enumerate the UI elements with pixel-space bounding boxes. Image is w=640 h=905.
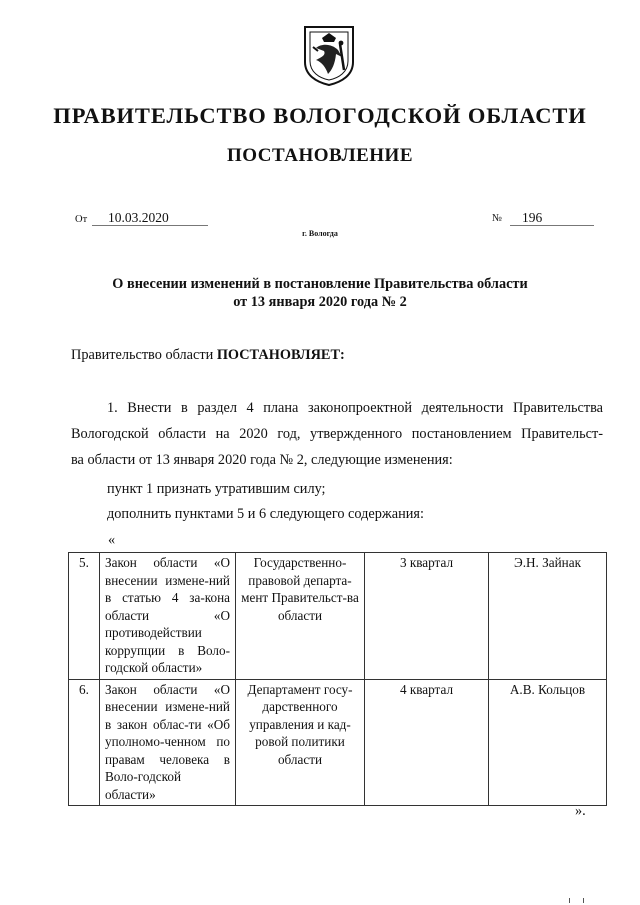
law-name: Закон области «О внесении измене-ний в статью 4 за-кона области «О противодействии коррупции в Воло-годской области» [100,553,236,680]
table-row [69,553,607,680]
row-number: 5. [69,553,100,680]
subject-line-1: О внесении изменений в постановление Правительства области [112,276,528,292]
plan-table [68,552,607,806]
table-row [69,679,607,806]
number-prefix: № [492,213,503,224]
paragraph-1-line-3: ва области от 13 января 2020 года № 2, следующие изменения: [71,452,453,468]
document-number: 196 [510,210,594,226]
document-type: ПОСТАНОВЛЕНИЕ [226,145,414,166]
paragraph-1 [71,395,603,473]
document-subject [0,275,640,311]
scan-mark [583,898,584,903]
coat-of-arms-icon [302,24,356,86]
decree-line [71,342,345,368]
quarter: 4 квартал [365,679,489,806]
item-a: пункт 1 признать утратившим силу; [107,481,326,497]
paragraph-1-line-1: 1. Внести в раздел 4 плана законопроектной деятельности Правительства [107,400,603,416]
city-label: г. Вологда [302,229,338,238]
department: Государственно-правовой департа-мент Правительст-ва области [236,553,365,680]
law-name: Закон области «О внесении измене-ний в закон облас-ти «Об уполномо-ченном по правам человека в Воло-годской области» [100,679,236,806]
subject-line-2: от 13 января 2020 года № 2 [233,294,407,310]
responsible-person: А.В. Кольцов [489,679,607,806]
close-quote: ». [575,803,586,819]
department: Департамент госу-дарственного управления и кад-ровой политики области [236,679,365,806]
open-quote: « [108,532,116,548]
decree-word: ПОСТАНОВЛЯЕТ: [216,347,345,363]
date-prefix: От [75,214,88,225]
paragraph-1-line-2: Вологодской области на 2020 год, утвержденного постановлением Правительст- [71,426,603,442]
quarter: 3 квартал [365,553,489,680]
document-date: 10.03.2020 [92,210,208,226]
responsible-person: Э.Н. Зайнак [489,553,607,680]
government-title: ПРАВИТЕЛЬСТВО ВОЛОГОДСКОЙ ОБЛАСТИ [53,103,587,128]
decree-lead: Правительство области [71,347,217,363]
scan-mark [569,898,570,903]
row-number: 6. [69,679,100,806]
item-b: дополнить пунктами 5 и 6 следующего содержания: [107,506,424,522]
